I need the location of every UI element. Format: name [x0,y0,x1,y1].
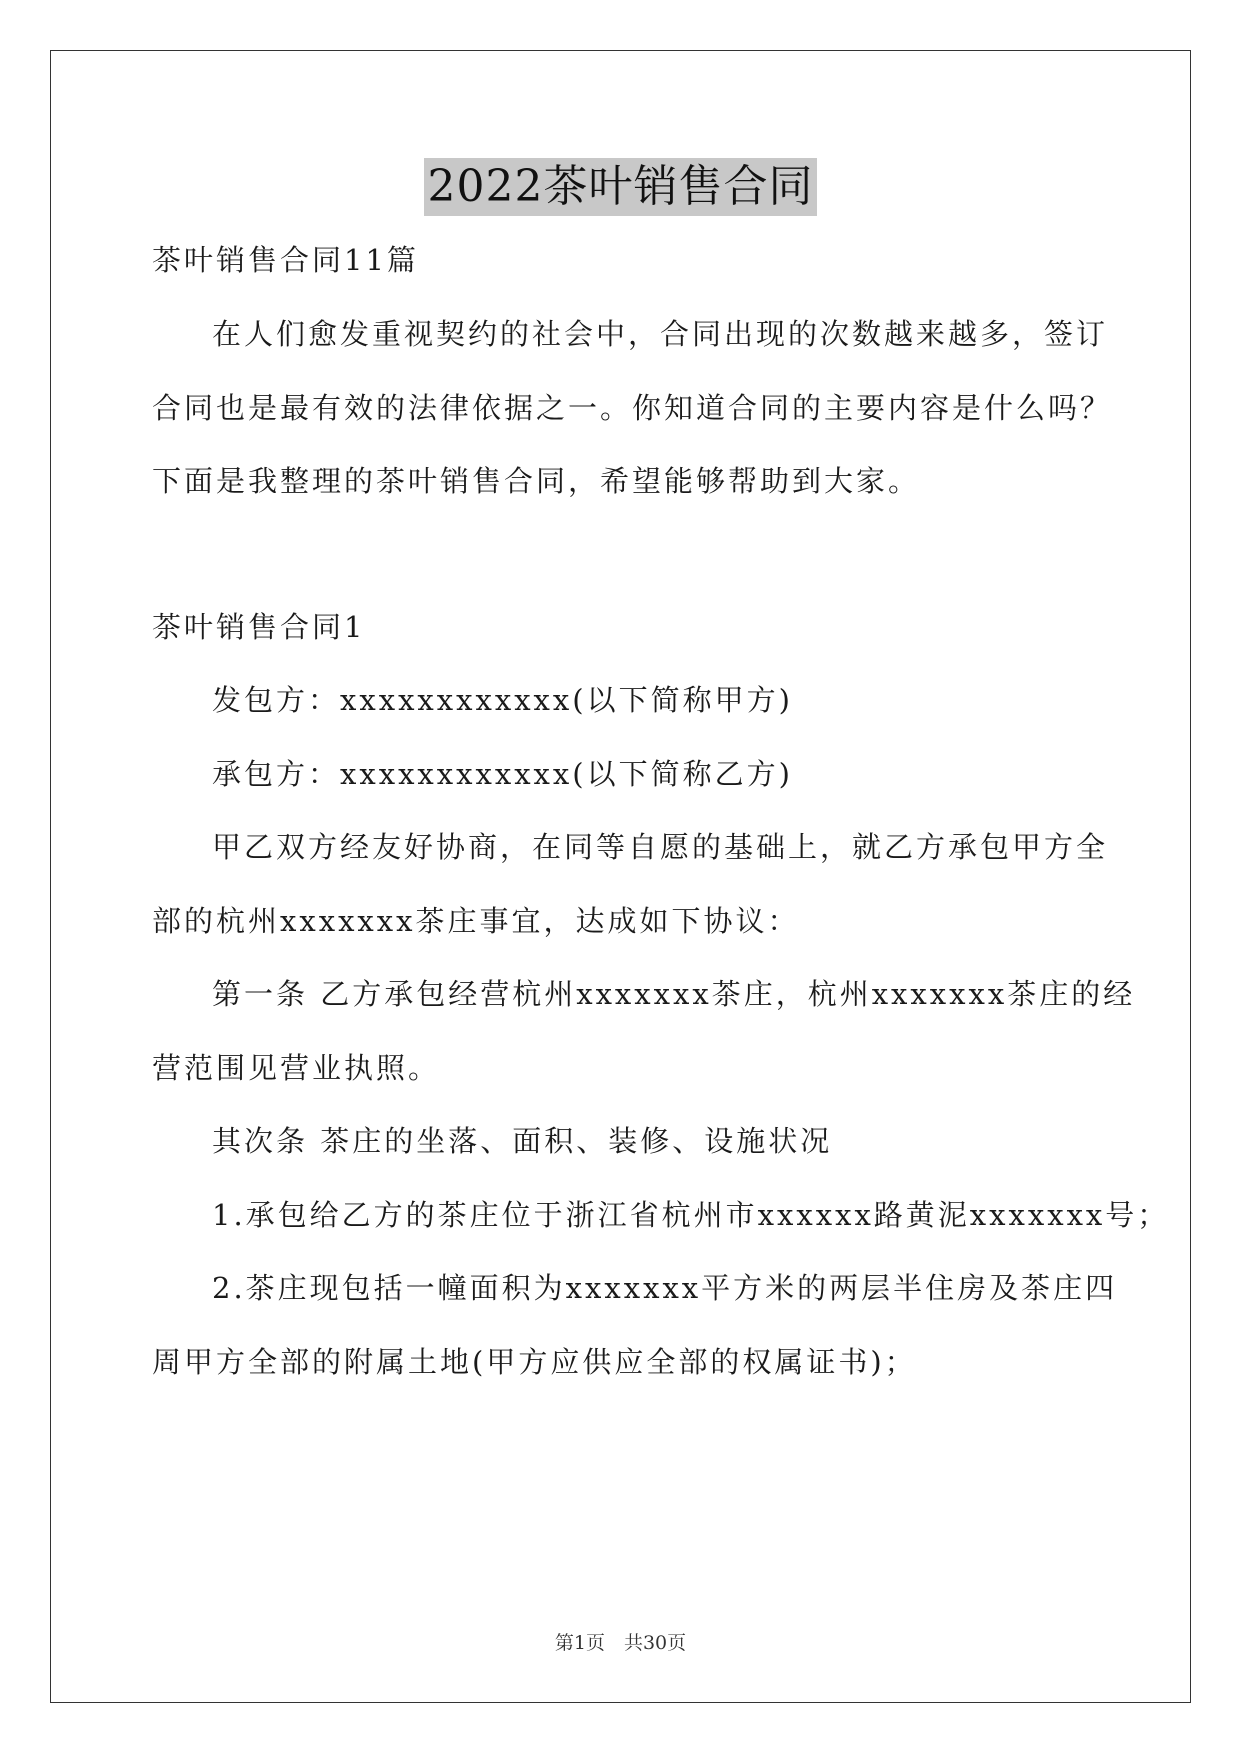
paragraph-line: 在人们愈发重视契约的社会中，合同出现的次数越来越多，签订 [212,317,1109,351]
paragraph-line: 部的杭州xxxxxxx茶庄事宜，达成如下协议： [152,904,800,938]
paragraph-line: 营范围见营业执照。 [152,1051,441,1085]
paragraph-line: 2.茶庄现包括一幢面积为xxxxxxx平方米的两层半住房及茶庄四 [212,1271,1118,1305]
page-number: 第1页 共30页 [554,1632,687,1654]
page-border [50,50,1191,1703]
paragraph-line: 1.承包给乙方的茶庄位于浙江省杭州市xxxxxx路黄泥xxxxxxx号； [212,1198,1170,1232]
paragraph-line: 第一条 乙方承包经营杭州xxxxxxx茶庄，杭州xxxxxxx茶庄的经 [212,977,1136,1011]
section-heading: 茶叶销售合同1 [152,610,366,644]
paragraph-line: 甲乙双方经友好协商，在同等自愿的基础上，就乙方承包甲方全 [212,830,1109,864]
paragraph-line: 发包方：xxxxxxxxxxxx(以下简称甲方) [212,683,793,717]
document-title: 2022茶叶销售合同 [424,158,818,216]
paragraph-line: 下面是我整理的茶叶销售合同，希望能够帮助到大家。 [152,464,921,498]
paragraph-line: 其次条 茶庄的坐落、面积、装修、设施状况 [212,1124,833,1158]
title-container [0,158,1241,216]
paragraph-line: 周甲方全部的附属土地(甲方应供应全部的权属证书)； [152,1345,917,1379]
paragraph-line: 承包方：xxxxxxxxxxxx(以下简称乙方) [212,757,793,791]
subtitle-line: 茶叶销售合同11篇 [152,243,419,277]
paragraph-line: 合同也是最有效的法律依据之一。你知道合同的主要内容是什么吗？ [152,391,1113,425]
